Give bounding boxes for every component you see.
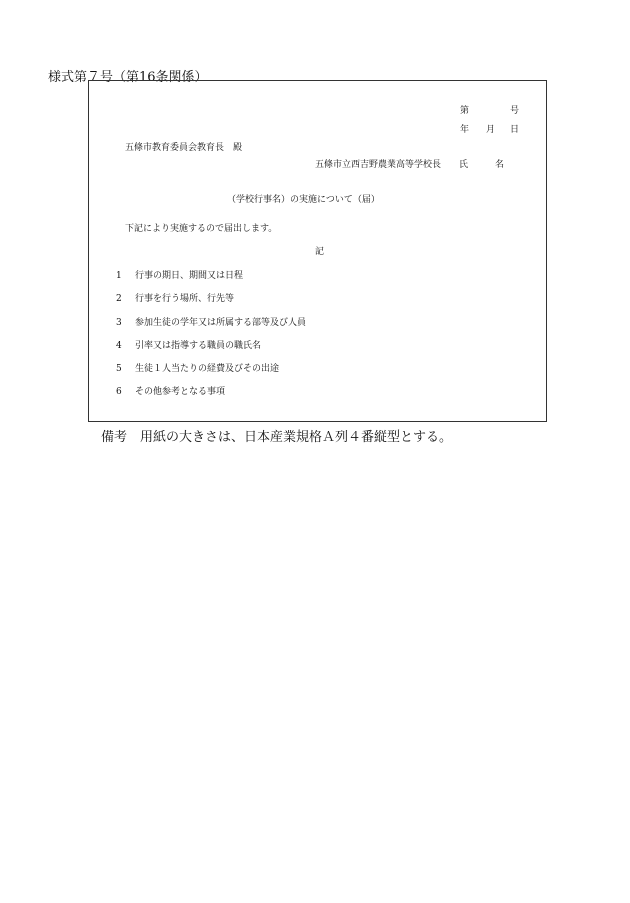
item-text: その他参考となる事項 [135,387,226,397]
sender-school: 五條市立西吉野農業高等学校長 [315,160,442,170]
item-number: 1 [116,271,122,281]
item-text: 行事の期日、期間又は日程 [135,271,244,281]
remark-note: 備考 用紙の大きさは、日本産業規格Ａ列４番縦型とする。 [101,430,453,445]
item-number: 2 [116,294,122,304]
item-text: 生徒１人当たりの経費及びその出途 [135,364,280,374]
doc-number-label-go: 号 [510,106,520,116]
item-text: 参加生徒の学年又は所属する部等及び人員 [135,318,307,328]
intro-text: 下記により実施するので届出します。 [125,224,278,234]
date-year-label: 年 [460,125,470,135]
form-frame [88,80,547,422]
sender-name-label-shi: 氏 [459,160,469,170]
item-number: 4 [116,341,122,351]
addressee: 五條市教育委員会教育長 殿 [125,143,243,153]
item-number: 6 [116,387,122,397]
doc-number-label-dai: 第 [460,106,470,116]
sender-name-label-mei: 名 [495,160,505,170]
item-number: 3 [116,318,122,328]
date-month-label: 月 [486,125,496,135]
subject-title: （学校行事名）の実施について（届） [227,195,380,205]
item-number: 5 [116,364,122,374]
date-day-label: 日 [510,125,520,135]
item-text: 引率又は指導する職員の職氏名 [135,341,262,351]
ki-label: 記 [315,247,325,257]
form-number-heading: 様式第７号（第16条関係） [48,70,208,85]
item-text: 行事を行う場所、行先等 [135,294,235,304]
